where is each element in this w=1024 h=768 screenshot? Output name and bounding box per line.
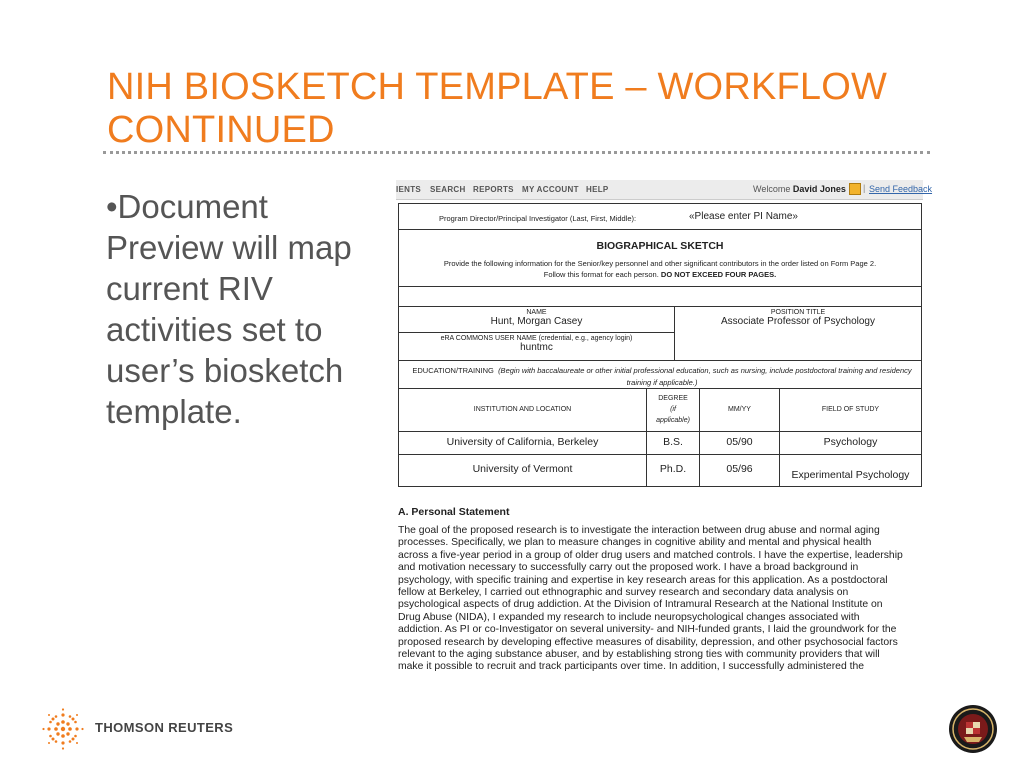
paragraph-line: psychology, with specific training and expertise in key research areas for this application. As a postdoctoral	[398, 574, 888, 586]
row-field: Psychology	[823, 436, 878, 448]
row-institution: University of California, Berkeley	[399, 432, 647, 454]
biosketch-form	[398, 203, 922, 487]
title-divider	[103, 151, 930, 154]
paragraph-line: relevant to the aging substance abuser, and by establishing strong ties with community providers that will	[398, 649, 880, 661]
personal-statement-heading: A. Personal Statement	[398, 506, 510, 518]
education-note: EDUCATION/TRAINING (Begin with baccalaureate or other initial professional education, such as nursing, include postdoctoral training and residency training if applicable.)	[412, 366, 912, 387]
position-cell	[675, 307, 921, 360]
nav-tab-clients[interactable]: IENTS	[396, 185, 422, 194]
nav-tab-search[interactable]: SEARCH	[430, 185, 466, 194]
education-table-header	[399, 389, 921, 432]
name-position-row	[399, 307, 921, 361]
personal-statement-text	[398, 525, 922, 674]
col-degree: DEGREE (if applicable)	[647, 389, 700, 431]
paragraph-line: addiction. As PI or co-Investigator on several university- and NIH-funded grants, I laid the groundwork for the	[398, 624, 897, 636]
bio-instruction-2: Follow this format for each person. DO NOT EXCEED FOUR PAGES.	[543, 270, 777, 279]
bio-header-row	[399, 230, 921, 287]
row-institution: University of Vermont	[399, 455, 647, 486]
nav-separator: |	[863, 183, 866, 193]
embedded-screenshot	[396, 180, 933, 680]
send-feedback-link[interactable]: Send Feedback	[869, 184, 933, 194]
col-date: MM/YY	[700, 389, 780, 431]
paragraph-line: psychological aspects of drug addiction. At the Division of Intramural Research at the National Institute on	[398, 599, 883, 611]
thomson-reuters-logo-icon	[42, 708, 84, 750]
col-field: FIELD OF STUDY	[821, 406, 880, 413]
paragraph-line: fellow at Berkeley, I carried out ethnographic and survey research and secondary data analysis on	[398, 587, 849, 599]
app-nav-bar	[396, 180, 933, 200]
name-label: NAME	[526, 309, 547, 316]
bio-instruction-1: Provide the following information for the Senior/key personnel and other significant contributors in the order listed on Form Page 2.	[443, 259, 877, 268]
paragraph-line: Drug Abuse (NIDA), I expanded my research to include neuropsychological changes associated with	[398, 611, 860, 623]
university-seal-icon	[948, 704, 998, 754]
col-institution: INSTITUTION AND LOCATION	[399, 389, 647, 431]
name-value[interactable]: Hunt, Morgan Casey	[490, 316, 583, 327]
spacer-row	[399, 287, 921, 307]
row-degree: Ph.D.	[647, 455, 700, 486]
row-degree: B.S.	[647, 432, 700, 454]
position-label: POSITION TITLE	[770, 309, 826, 316]
paragraph-line: processes. Specifically, we plan to measure changes in cognitive ability and mental and physical health	[398, 537, 872, 549]
bullet-text: •Document Preview will map current RIV activities set to user’s biosketch template.	[106, 188, 352, 430]
commons-value[interactable]: huntmc	[520, 342, 553, 353]
welcome-text: Welcome David Jones	[753, 184, 846, 194]
row-date: 05/96	[700, 455, 780, 486]
pd-label: Program Director/Principal Investigator (Last, First, Middle):	[439, 214, 637, 223]
commons-cell	[399, 333, 675, 360]
nav-tab-my-account[interactable]: MY ACCOUNT	[522, 185, 579, 194]
slide-title: NIH BIOSKETCH TEMPLATE – WORKFLOW CONTINUED	[107, 66, 888, 151]
pd-value[interactable]: «Please enter PI Name»	[689, 211, 798, 222]
footer-brand: THOMSON REUTERS	[95, 720, 234, 735]
user-icon[interactable]	[849, 183, 861, 195]
position-value[interactable]: Associate Professor of Psychology	[721, 316, 875, 327]
row-field: Experimental Psychology	[791, 469, 910, 481]
nav-tab-reports[interactable]: REPORTS	[473, 185, 514, 194]
nav-tab-help[interactable]: HELP	[586, 185, 609, 194]
paragraph-line: and motivation necessary to successfully carry out the proposed work. I have a broad background in	[398, 562, 859, 574]
table-row	[399, 455, 921, 486]
table-row	[399, 432, 921, 455]
name-cell	[399, 307, 675, 333]
paragraph-line: proposed research by developing effective measures of disability, depression, and other psychosocial factors	[398, 636, 898, 648]
paragraph-line: across a five-year period in a group of older drug users and matched controls. I have the expertise, leadership	[398, 549, 903, 561]
commons-label: eRA COMMONS USER NAME (credential, e.g., agency login)	[440, 335, 633, 342]
bio-title: BIOGRAPHICAL SKETCH	[596, 240, 724, 252]
paragraph-line: The goal of the proposed research is to investigate the interaction between drug abuse and normal aging	[398, 525, 880, 536]
education-note-row	[399, 361, 921, 389]
paragraph-line: make it possible to recruit and track participants over time. In addition, I successfully administered the	[398, 661, 865, 673]
row-date: 05/90	[700, 432, 780, 454]
pd-row	[399, 204, 921, 230]
